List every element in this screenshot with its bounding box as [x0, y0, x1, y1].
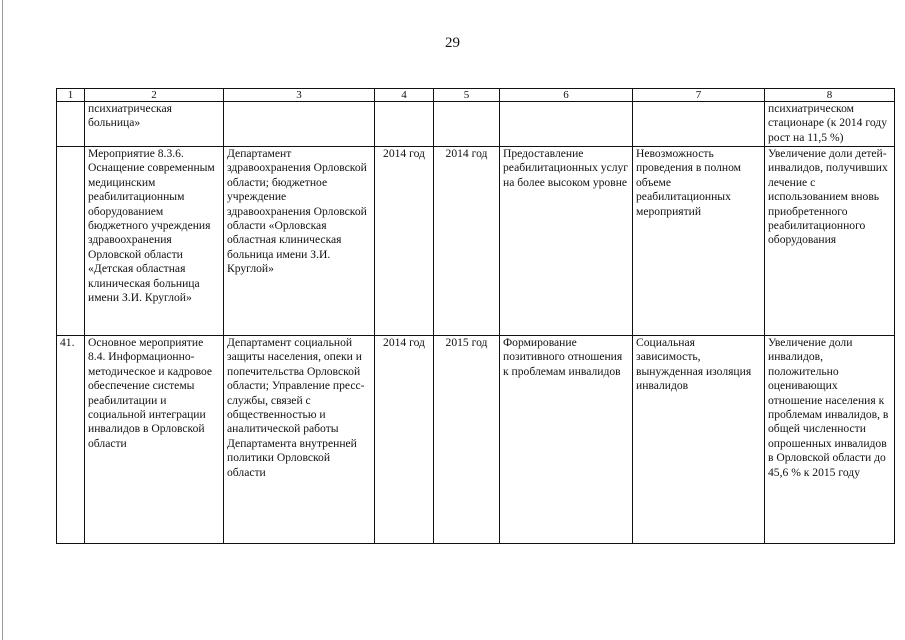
- end-term-cell: 2015 год: [434, 336, 500, 544]
- column-header: 5: [434, 89, 500, 102]
- table-row: [57, 102, 895, 147]
- row-number-cell: 41.: [57, 336, 85, 544]
- column-header: 8: [765, 89, 895, 102]
- page-number: 29: [445, 35, 460, 51]
- row-number-cell: [57, 102, 85, 147]
- column-header: 3: [224, 89, 375, 102]
- indicator-cell: психиатрическом стационаре (к 2014 году рост на 11,5 %): [765, 102, 895, 147]
- column-header: 6: [500, 89, 633, 102]
- column-header: 4: [375, 89, 434, 102]
- program-activities-table: [56, 88, 895, 544]
- table-header-row: [57, 89, 895, 102]
- end-term-cell: 2014 год: [434, 147, 500, 336]
- expected-result-cell: Формирование позитивного отношения к проблемам инвалидов: [500, 336, 633, 544]
- activity-cell: психиатрическая больница»: [85, 102, 224, 147]
- end-term-cell: [434, 102, 500, 147]
- activity-cell: Мероприятие 8.3.6. Оснащение современным медицинским реабилитационным оборудованием бюджетного учреждения здравоохранения Орловской области «Детская областная клиническая больница имени З.И. Круглой»: [85, 147, 224, 336]
- column-header: 7: [633, 89, 765, 102]
- executor-cell: Департамент социальной защиты населения, опеки и попечительства Орловской области; Управление пресс-службы, связей с общественностью и аналитической работы Департамента внутренней политики Орловской области: [224, 336, 375, 544]
- consequences-cell: [633, 102, 765, 147]
- start-term-cell: 2014 год: [375, 147, 434, 336]
- row-number-cell: [57, 147, 85, 336]
- executor-cell: Департамент здравоохранения Орловской области; бюджетное учреждение здравоохранения Орловской области «Орловская областная клиническая больница имени З.И. Круглой»: [224, 147, 375, 336]
- table-row: [57, 336, 895, 544]
- start-term-cell: 2014 год: [375, 336, 434, 544]
- indicator-cell: Увеличение доли детей-инвалидов, получивших лечение с использованием вновь приобретенного реабилитационного оборудования: [765, 147, 895, 336]
- start-term-cell: [375, 102, 434, 147]
- column-header: 1: [57, 89, 85, 102]
- column-header: 2: [85, 89, 224, 102]
- consequences-cell: Социальная зависимость, вынужденная изоляция инвалидов: [633, 336, 765, 544]
- expected-result-cell: Предоставление реабилитационных услуг на более высоком уровне: [500, 147, 633, 336]
- table-row: [57, 147, 895, 336]
- expected-result-cell: [500, 102, 633, 147]
- executor-cell: [224, 102, 375, 147]
- consequences-cell: Невозможность проведения в полном объеме реабилитационных мероприятий: [633, 147, 765, 336]
- activity-cell: Основное мероприятие 8.4. Информационно-методическое и кадровое обеспечение системы реабилитации и социальной интеграции инвалидов в Орловской области: [85, 336, 224, 544]
- page-edge-line: [2, 0, 3, 640]
- indicator-cell: Увеличение доли инвалидов, положительно оценивающих отношение населения к проблемам инвалидов, в общей численности опрошенных инвалидов в Орловской области до 45,6 % к 2015 году: [765, 336, 895, 544]
